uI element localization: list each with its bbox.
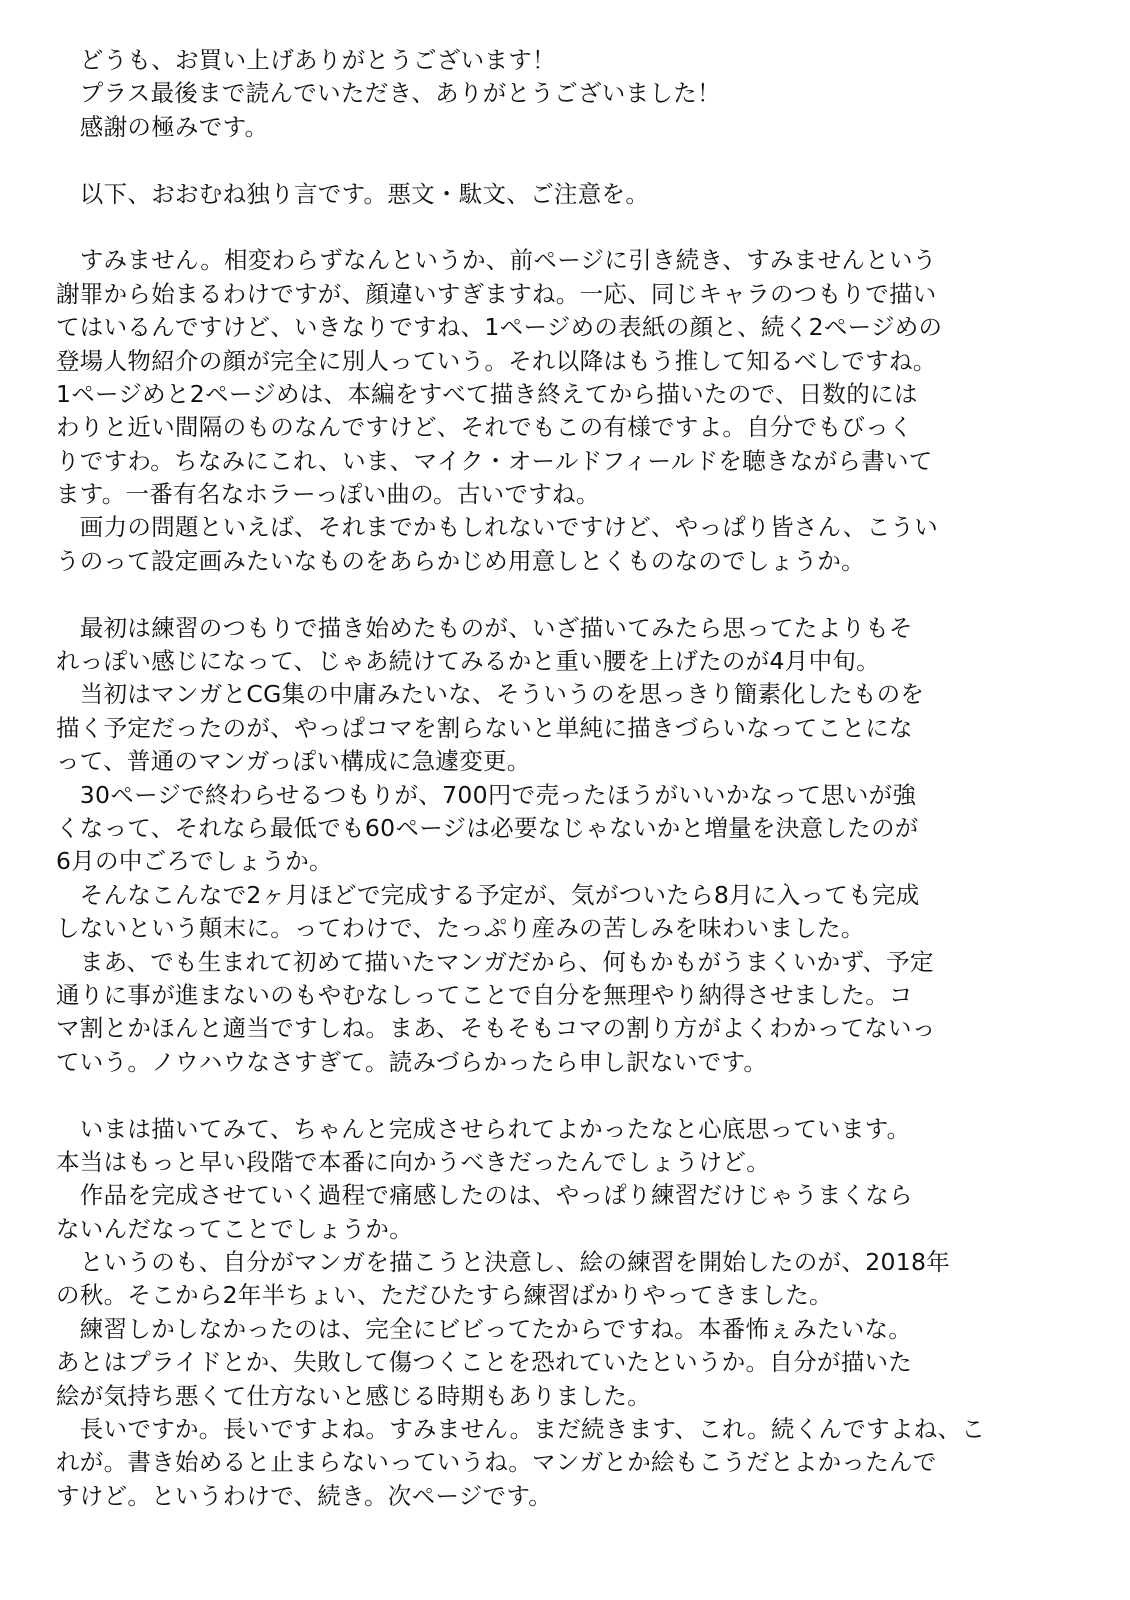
text-line: 謝罪から始まるわけですが、顔違いすぎますね。一応、同じキャラのつもりで描い [56,279,937,308]
text-line: 1ページめと2ページめは、本編をすべて描き終えてから描いたので、日数的には [56,379,918,408]
text-line: 描く予定だったのが、やっぱコマを割らないと単純に描きづらいなってことにな [56,713,913,742]
paragraph-gap [56,211,1086,244]
text-line: いまは描いてみて、ちゃんと完成させられてよかったなと心底思っています。 [56,1114,911,1143]
text-line: 感謝の極みです。 [56,112,269,141]
text-line: れが。書き始めると止まらないっていうね。マンガとか絵もこうだとよかったんで [56,1448,937,1477]
text-line: ます。一番有名なホラーっぽい曲の。古いですね。 [56,480,600,509]
text-line: プラス最後まで読んでいただき、ありがとうございました！ [56,79,721,108]
text-line: くなって、それなら最低でも60ページは必要なじゃないかと増量を決意したのが [56,813,919,842]
text-line: わりと近い間隔のものなんですけど、それでもこの有様ですよ。自分でもびっく [56,413,913,442]
text-line: 通りに事が進まないのもやむなしってことで自分を無理やり納得させました。コ [56,980,913,1009]
text-line: すみません。相変わらずなんというか、前ページに引き続き、すみませんという [56,246,937,275]
text-line: れっぽい感じになって、じゃあ続けてみるかと重い腰を上げたのが4月中旬。 [56,647,880,676]
paragraph-gap [56,1079,1086,1112]
paragraph-gap [56,144,1086,177]
paragraph-gap [56,578,1086,611]
text-line: ていう。ノウハウなさすぎて。読みづらかったら申し訳ないです。 [56,1047,768,1076]
text-line: 長いですか。長いですよね。すみません。まだ続きます、これ。続くんですよね、こ [56,1415,986,1444]
text-line: って、普通のマンガっぽい構成に急遽変更。 [56,747,531,776]
text-line: というのも、自分がマンガを描こうと決意し、絵の練習を開始したのが、2018年 [56,1248,951,1277]
text-line: の秋。そこから2年半ちょい、ただひたすら練習ばかりやってきました。 [56,1281,833,1310]
text-line: 作品を完成させていく過程で痛感したのは、やっぱり練習だけじゃうまくなら [56,1181,913,1210]
text-line: ないんだなってことでしょうか。 [56,1214,413,1243]
text-line: 絵が気持ち悪くて仕方ないと感じる時期もありました。 [56,1381,651,1410]
text-line: 登場人物紹介の顔が完全に別人っていう。それ以降はもう推して知るべしですね。 [56,346,937,375]
text-line: 以下、おおむね独り言です。悪文・駄文、ご注意を。 [56,179,650,208]
text-line: あとはプライドとか、失敗して傷つくことを恐れていたというか。自分が描いた [56,1348,913,1377]
text-line: 画力の問題といえば、それまでかもしれないですけど、やっぱり皆さん、こうい [56,513,939,542]
text-line: うのって設定画みたいなものをあらかじめ用意しとくものなのでしょうか。 [56,546,865,575]
text-line: 本当はもっと早い段階で本番に向かうべきだったんでしょうけど。 [56,1147,770,1176]
text-line: 最初は練習のつもりで描き始めたものが、いざ描いてみたら思ってたよりもそ [56,613,913,642]
text-line: マ割とかほんと適当ですしね。まあ、そもそもコマの割り方がよくわかってないっ [56,1014,936,1043]
text-line: 当初はマンガとCG集の中庸みたいな、そういうのを思っきり簡素化したものを [56,680,925,709]
text-line: すけど。というわけで、続き。次ページです。 [56,1481,553,1510]
text-line: まあ、でも生まれて初めて描いたマンガだから、何もかもがうまくいかず、予定 [56,947,934,976]
text-line: てはいるんですけど、いきなりですね、1ページめの表紙の顔と、続く2ページめの [56,313,943,342]
text-line: しないという顛末に。ってわけで、たっぷり産みの苦しみを味わいました。 [56,914,865,943]
text-line: どうも、お買い上げありがとうございます！ [56,46,556,74]
text-line: 30ページで終わらせるつもりが、700円で売ったほうがいいかなって思いが強 [56,780,917,809]
text-line: そんなこんなで2ヶ月ほどで完成する予定が、気がついたら8月に入っても完成 [56,880,920,909]
text-line: 練習しかしなかったのは、完全にビビってたからですね。本番怖ぇみたいな。 [56,1314,913,1343]
afterword-text [56,44,1086,1513]
text-line: 6月の中ごろでしょうか。 [56,847,333,876]
text-line: りですわ。ちなみにこれ、いま、マイク・オールドフィールドを聴きながら書いて [56,446,933,475]
